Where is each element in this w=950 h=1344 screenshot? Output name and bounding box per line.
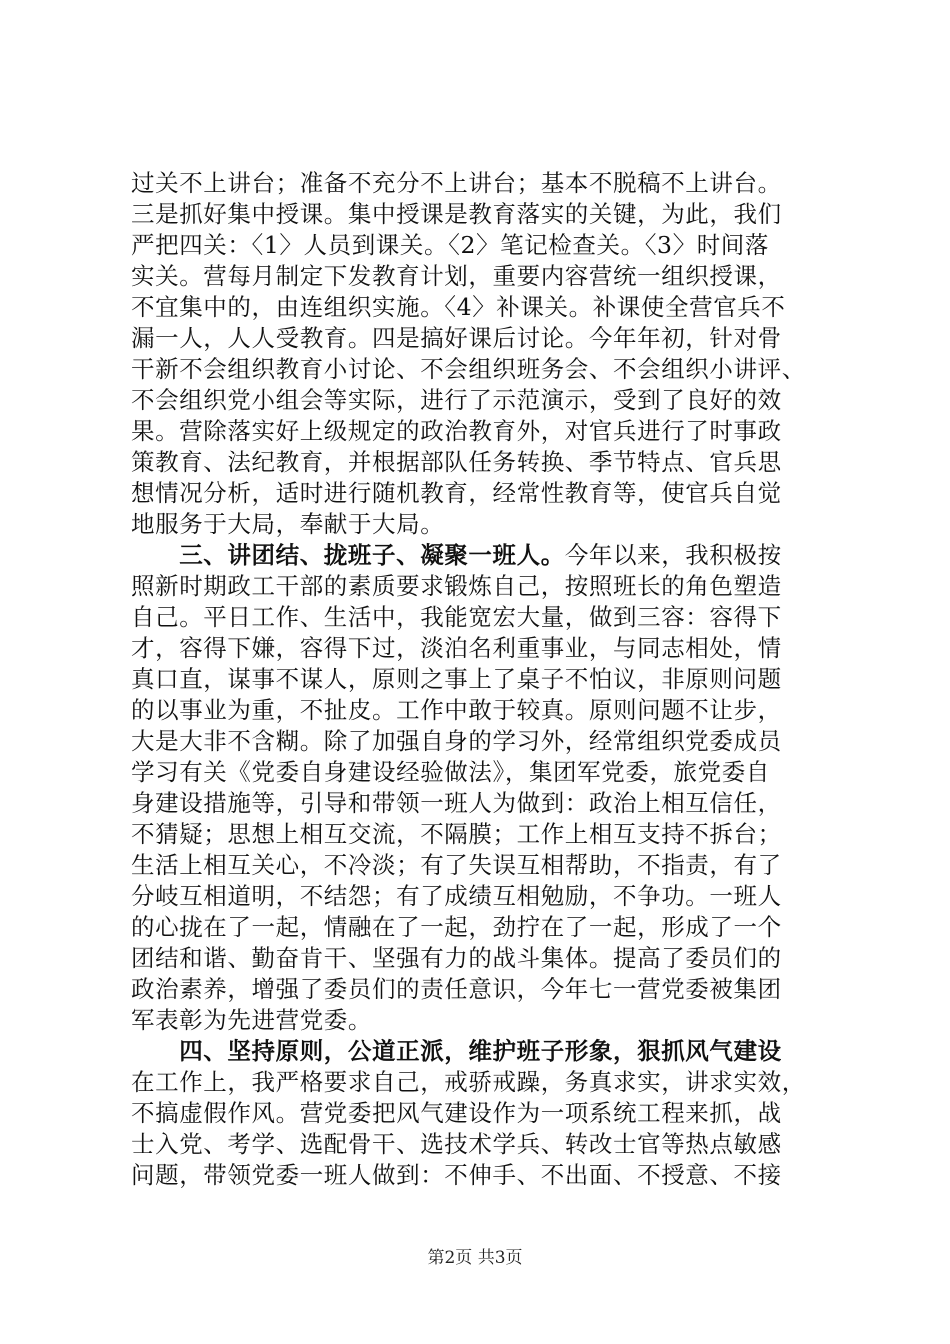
text-line	[131, 695, 831, 726]
text-run: 想情况分析，适时进行随机教育，经常性教育等，使官兵自觉	[131, 479, 782, 507]
text-run: 问题，带领党委一班人做到：不伸手、不出面、不授意、不接	[131, 1161, 782, 1189]
text-run: 策教育、法纪教育，并根据部队任务转换、季节特点、官兵思	[131, 448, 782, 476]
text-run: 照新时期政工干部的素质要求锻炼自己，按照班长的角色塑造	[131, 572, 782, 600]
text-line	[131, 974, 831, 1005]
text-run: 真口直，谋事不谋人，原则之事上了桌子不怕议，非原则问题	[131, 665, 782, 693]
text-run: 地服务于大局，奉献于大局。	[131, 510, 445, 538]
text-line	[131, 540, 831, 571]
text-run: 不猜疑；思想上相互交流，不隔膜；工作上相互支持不拆台；	[131, 820, 782, 848]
text-run: 严把四关：〈1〉人员到课关。〈2〉笔记检查关。〈3〉时间落	[131, 231, 770, 259]
text-run: 实关。营每月制定下发教育计划，重要内容营统一组织授课，	[131, 262, 782, 290]
text-line	[131, 354, 831, 385]
text-line	[131, 168, 831, 199]
text-line	[131, 261, 831, 292]
text-line	[131, 819, 831, 850]
text-line	[131, 230, 831, 261]
text-run: 果。营除落实好上级规定的政治教育外，对官兵进行了时事政	[131, 417, 782, 445]
text-line	[131, 323, 831, 354]
text-line	[131, 571, 831, 602]
text-line	[131, 447, 831, 478]
text-line	[131, 633, 831, 664]
text-line	[131, 1098, 831, 1129]
text-run: 学习有关《党委自身建设经验做法》，集团军党委，旅党委自	[131, 758, 770, 786]
text-line	[131, 478, 831, 509]
text-line	[131, 602, 831, 633]
text-run: 士入党、考学、选配骨干、选技术学兵、转改士官等热点敏感	[131, 1130, 782, 1158]
text-line	[131, 199, 831, 230]
text-run: 不搞虚假作风。营党委把风气建设作为一项系统工程来抓，战	[131, 1099, 782, 1127]
text-run: 过关不上讲台；准备不充分不上讲台；基本不脱稿不上讲台。	[131, 169, 782, 197]
text-run: 在工作上，我严格要求自己，戒骄戒躁，务真求实，讲求实效，	[131, 1068, 806, 1096]
text-line	[131, 943, 831, 974]
text-run: 政治素养，增强了委员们的责任意识，今年七一营党委被集团	[131, 975, 782, 1003]
text-line	[131, 726, 831, 757]
text-run: 的心拢在了一起，情融在了一起，劲拧在了一起，形成了一个	[131, 913, 782, 941]
text-run: 不会组织党小组会等实际，进行了示范演示，受到了良好的效	[131, 386, 782, 414]
text-run: 今年以来，我积极按	[564, 541, 782, 569]
body-text	[131, 168, 831, 1191]
text-line	[131, 881, 831, 912]
page-footer: 第2页 共3页	[427, 1248, 523, 1268]
text-line	[131, 1067, 831, 1098]
text-run: 干新不会组织教育小讨论、不会组织班务会、不会组织小讲评、	[131, 355, 806, 383]
text-line	[131, 1160, 831, 1191]
text-line	[131, 1005, 831, 1036]
text-run: 才，容得下嫌，容得下过，淡泊名利重事业，与同志相处，情	[131, 634, 782, 662]
text-run: 军表彰为先进营党委。	[131, 1006, 372, 1034]
text-run: 不宜集中的，由连组织实施。〈4〉补课关。补课使全营官兵不	[131, 293, 786, 321]
section-heading-run: 三、讲团结、拢班子、凝聚一班人。	[131, 541, 565, 569]
text-line	[131, 1036, 831, 1067]
section-heading-run: 四、坚持原则，公道正派，维护班子形象，狠抓风气建设	[131, 1037, 782, 1065]
text-line	[131, 292, 831, 323]
text-run: 漏一人，人人受教育。四是搞好课后讨论。今年年初，针对骨	[131, 324, 782, 352]
text-run: 的以事业为重，不扯皮。工作中敢于较真。原则问题不让步，	[131, 696, 782, 724]
text-run: 三是抓好集中授课。集中授课是教育落实的关键，为此，我们	[131, 200, 782, 228]
text-line	[131, 788, 831, 819]
text-line	[131, 757, 831, 788]
text-run: 大是大非不含糊。除了加强自身的学习外，经常组织党委成员	[131, 727, 782, 755]
text-line	[131, 912, 831, 943]
text-line	[131, 1129, 831, 1160]
text-run: 自己。平日工作、生活中，我能宽宏大量，做到三容：容得下	[131, 603, 782, 631]
text-line	[131, 416, 831, 447]
text-line	[131, 664, 831, 695]
text-run: 生活上相互关心，不冷淡；有了失误互相帮助，不指责，有了	[131, 851, 782, 879]
text-run: 团结和谐、勤奋肯干、坚强有力的战斗集体。提高了委员们的	[131, 944, 782, 972]
text-run: 分岐互相道明，不结怨；有了成绩互相勉励，不争功。一班人	[131, 882, 782, 910]
text-line	[131, 509, 831, 540]
text-run: 身建设措施等，引导和带领一班人为做到：政治上相互信任，	[131, 789, 782, 817]
text-line	[131, 850, 831, 881]
text-line	[131, 385, 831, 416]
